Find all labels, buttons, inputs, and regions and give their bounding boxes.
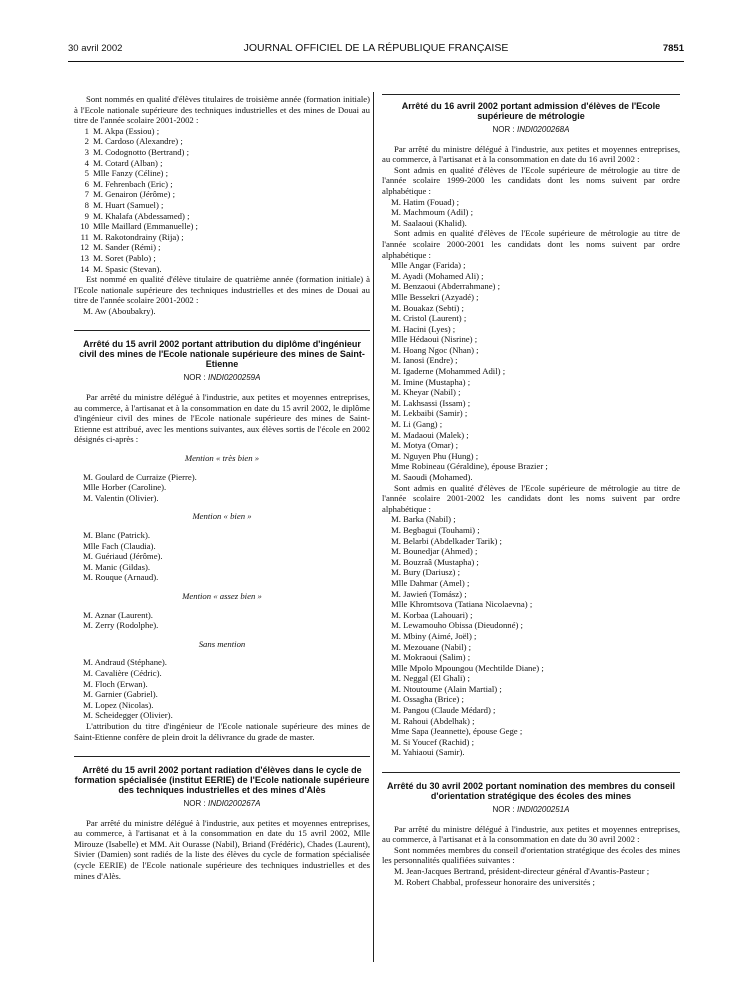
- group-intro: Sont nommées membres du conseil d'orientation stratégique des écoles des mines les personnalités qualifiées suivantes :: [382, 844, 680, 866]
- list-item: [74, 126, 370, 137]
- list-number: 3: [84, 146, 89, 157]
- list-item: [74, 232, 370, 243]
- list-number: 5: [84, 168, 89, 179]
- name-list: [74, 610, 370, 631]
- list-name: M. Codognotto (Bertrand) ;: [93, 146, 190, 157]
- list-item: M. Barka (Nabil) ;: [391, 514, 456, 525]
- list-item: [74, 168, 370, 179]
- list-item: M. Rahoui (Abdelhak) ;: [391, 715, 475, 726]
- list-item: M. Guériaud (Jérôme).: [83, 551, 163, 562]
- list-number: 9: [84, 210, 89, 221]
- column-separator: [373, 92, 374, 962]
- mention-heading: Sans mention: [198, 638, 246, 649]
- list-item: Mme Robineau (Géraldine), épouse Brazier ;: [391, 461, 548, 472]
- member-entry: M. Jean-Jacques Bertrand, président-directeur général d'Avantis-Pasteur ;: [394, 866, 650, 876]
- list-name: M. Akpa (Essiou) ;: [93, 125, 160, 136]
- name-list: [382, 514, 680, 758]
- mention-heading: Mention « très bien »: [184, 453, 260, 464]
- list-item: [74, 221, 370, 232]
- list-item: M. Valentin (Olivier).: [83, 492, 159, 503]
- list-item: M. Pangou (Claude Médard) ;: [391, 705, 496, 716]
- list-item: [74, 179, 370, 190]
- list-item: [74, 189, 370, 200]
- list-item: M. Belarbi (Abdelkader Tarik) ;: [391, 535, 502, 546]
- third-year-intro: Sont nommés en qualité d'élèves titulaires de troisième année (formation initiale) à l'Ecole nationale supérieure des techniques industrielles et des mines de Douai au titre de l'année scolaire 2001-2002 :: [74, 94, 370, 126]
- list-item: M. Bouzraâ (Mustapha) ;: [391, 556, 479, 567]
- list-item: M. Lopez (Nicolas).: [83, 699, 154, 710]
- fourth-year-name: M. Aw (Aboubakry).: [83, 305, 156, 316]
- list-item: M. Yahiaoui (Samir).: [391, 747, 465, 758]
- list-item: M. Bury (Dariusz) ;: [391, 567, 461, 578]
- name-list: [382, 197, 680, 229]
- name-list: [74, 657, 370, 721]
- arrete-body: Par arrêté du ministre délégué à l'industrie, aux petites et moyennes entreprises, au commerce, à l'artisanat et à la consommation en date du 15 avril 2002, Mlle Mirouze (Isabelle) et MM. Ait Ourasse (Nabil), Briand (Frédéric), Chades (Laurent), Sivier (Damien) sont radiés de la liste des élèves du cycle de formation spécialisée (cycle EERIE) de l'Ecole nationale supérieure des techniques industrielles et des mines d'Alès.: [74, 817, 370, 881]
- page-number: 7851: [662, 43, 684, 54]
- list-item: [74, 264, 370, 275]
- list-item: Mlle Fach (Claudia).: [83, 540, 156, 551]
- list-item: M. Lekbaibi (Samir) ;: [391, 408, 468, 419]
- list-item: M. Saoudi (Mohamed).: [391, 472, 473, 482]
- name-list: [382, 260, 680, 482]
- list-item: [74, 158, 370, 169]
- list-item: [74, 200, 370, 211]
- list-name: M. Khalafa (Abdessamed) ;: [93, 210, 190, 221]
- list-item: M. Kheyar (Nabil) ;: [391, 387, 461, 398]
- left-column: [74, 94, 370, 881]
- list-name: Mlle Maillard (Emmanuelle) ;: [93, 221, 198, 232]
- list-item: Mlle Hédaoui (Nisrine) ;: [391, 334, 478, 345]
- list-item: M. Andraud (Stéphane).: [83, 657, 167, 668]
- list-number: 1: [84, 125, 89, 136]
- list-item: M. Imine (Mustapha) ;: [391, 376, 471, 387]
- list-number: 10: [80, 221, 89, 232]
- fourth-year-intro: Est nommé en qualité d'élève titulaire de quatrième année (formation initiale) à l'Ecole nationale supérieure des techniques industrielles et des mines de Douai au titre de l'année scolaire 2001-2002 :: [74, 274, 370, 306]
- name-list: [74, 530, 370, 583]
- arrete-title: Arrêté du 15 avril 2002 portant radiation d'élèves dans le cycle de formation spécialisée (institut EERIE) de l'Ecole nationale supérieure des techniques industrielles et des mines d'Alès: [74, 765, 370, 796]
- list-item: M. Igaderne (Mohammed Adil) ;: [391, 366, 506, 377]
- list-item: M. Benzaoui (Abderrahmane) ;: [391, 281, 501, 292]
- group-intro: Sont admis en qualité d'élèves de l'Ecole supérieure de métrologie au titre de l'année scolaire 2000-2001 les candidats dont les noms suivent par ordre alphabétique :: [382, 228, 680, 260]
- mention-heading: Mention « bien »: [192, 511, 252, 522]
- list-item: M. Machmoum (Adil) ;: [391, 207, 474, 218]
- list-item: M. Rouque (Arnaud).: [83, 572, 159, 583]
- list-name: Mlle Fanzy (Céline) ;: [93, 168, 169, 179]
- list-name: M. Soret (Pablo) ;: [93, 252, 156, 263]
- arrete-body: Par arrêté du ministre délégué à l'industrie, aux petites et moyennes entreprises, au commerce, à l'artisanat et à la consommation en date du 16 avril 2002 :: [382, 143, 680, 165]
- list-name: M. Cotard (Alban) ;: [93, 157, 163, 168]
- list-item: M. Hatim (Fouad) ;: [391, 196, 460, 207]
- list-item: M. Mokraoui (Salim) ;: [391, 652, 471, 663]
- group-intro: Sont admis en qualité d'élèves de l'Ecole supérieure de métrologie au titre de l'année scolaire 2001-2002 les candidats dont les noms suivent par ordre alphabétique :: [382, 482, 680, 514]
- journal-title: JOURNAL OFFICIEL DE LA RÉPUBLIQUE FRANÇAISE: [243, 42, 509, 54]
- list-name: M. Fehrenbach (Eric) ;: [93, 178, 173, 189]
- header-rule: [68, 61, 684, 62]
- third-year-list: [74, 126, 370, 274]
- list-item: [74, 211, 370, 222]
- list-item: [74, 136, 370, 147]
- list-item: M. Li (Gang) ;: [391, 419, 443, 430]
- list-item: M. Zerry (Rodolphe).: [83, 620, 159, 631]
- name-list: [74, 472, 370, 504]
- closing-paragraph: L'attribution du titre d'ingénieur de l'Ecole nationale supérieure des mines de Saint-Etienne confère de plein droit la délivrance du grade de master.: [74, 720, 370, 742]
- list-item: M. Neggal (El Ghali) ;: [391, 673, 470, 684]
- list-item: M. Hoang Ngoc (Nhan) ;: [391, 344, 479, 355]
- list-name: M. Huart (Samuel) ;: [93, 199, 164, 210]
- group-intro: Sont admis en qualité d'élèves de l'Ecole supérieure de métrologie au titre de l'année scolaire 1999-2000 les candidats dont les noms suivent par ordre alphabétique :: [382, 164, 680, 196]
- list-item: M. Madaoui (Malek) ;: [391, 429, 469, 440]
- list-item: Mlle Angar (Farida) ;: [391, 260, 466, 271]
- list-number: 2: [84, 136, 89, 147]
- list-item: M. Hacini (Lyes) ;: [391, 323, 456, 334]
- list-number: 14: [80, 263, 89, 274]
- list-number: 7: [84, 189, 89, 200]
- member-entry: M. Robert Chabbal, professeur honoraire des universités ;: [394, 876, 595, 887]
- list-item: M. Bounedjar (Ahmed) ;: [391, 546, 478, 557]
- list-item: Mlle Horber (Caroline).: [83, 482, 167, 493]
- nor-line: NOR : INDI0200259A: [183, 373, 261, 383]
- nor-line: NOR : INDI0200251A: [492, 805, 570, 815]
- arrete-body: Par arrêté du ministre délégué à l'industrie, aux petites et moyennes entreprises, au commerce, à l'artisanat et à la consommation en date du 30 avril 2002 :: [382, 823, 680, 845]
- list-name: M. Genairon (Jérôme) ;: [93, 189, 176, 200]
- list-item: M. Ossagha (Brice) ;: [391, 694, 464, 705]
- list-item: Mlle Dahmar (Amel) ;: [391, 577, 470, 588]
- list-item: M. Aznar (Laurent).: [83, 609, 153, 620]
- nor-line: NOR : INDI0200267A: [183, 799, 261, 809]
- list-name: M. Spasic (Stevan).: [93, 263, 162, 274]
- list-item: M. Motya (Omar) ;: [391, 440, 459, 451]
- list-item: [74, 147, 370, 158]
- header-date: 30 avril 2002: [68, 43, 123, 54]
- mention-heading: Mention « assez bien »: [182, 590, 262, 601]
- list-item: M. Cavalière (Cédric).: [83, 667, 162, 678]
- list-item: M. Floch (Erwan).: [83, 678, 148, 689]
- right-column: [382, 94, 680, 887]
- arrete-title: Arrêté du 30 avril 2002 portant nomination des membres du conseil d'orientation stratégique des écoles des mines: [386, 781, 676, 802]
- list-item: M. Mezouane (Nabil) ;: [391, 641, 472, 652]
- list-item: Mlle Mpolo Mpoungou (Mechtilde Diane) ;: [391, 662, 544, 673]
- list-item: M. Korbaa (Lahouari) ;: [391, 609, 473, 620]
- list-number: 8: [84, 199, 89, 210]
- list-item: M. Scheidegger (Olivier).: [83, 710, 173, 721]
- list-number: 13: [80, 252, 89, 263]
- list-number: 6: [84, 178, 89, 189]
- list-item: M. Saalaoui (Khalid).: [391, 217, 467, 228]
- page-header: [68, 40, 684, 58]
- arrete-body: Par arrêté du ministre délégué à l'industrie, aux petites et moyennes entreprises, au commerce, à l'artisanat et à la consommation en date du 15 avril 2002, le diplôme d'ingénieur civil des mines de l'Ecole nationale supérieure des mines de Saint-Etienne est attribué, avec les mentions suivantes, aux élèves sortis de l'école en 2002 désignés ci-après :: [74, 392, 370, 445]
- divider: [382, 94, 680, 95]
- list-item: M. Garnier (Gabriel).: [83, 689, 158, 700]
- list-item: M. Blanc (Patrick).: [83, 530, 151, 540]
- list-item: M. Jawień (Tomász) ;: [391, 588, 467, 599]
- list-item: M. Ianosi (Endre) ;: [391, 355, 458, 366]
- list-item: M. Begbagui (Touhami) ;: [391, 524, 480, 535]
- list-item: M. Cristol (Laurent) ;: [391, 313, 467, 324]
- list-item: [74, 253, 370, 264]
- list-item: M. Manic (Gildas).: [83, 561, 151, 572]
- list-item: Mme Sapa (Jeannette), épouse Gege ;: [391, 726, 523, 737]
- list-item: M. Ntoutoume (Alain Martial) ;: [391, 683, 502, 694]
- list-item: M. Nguyen Phu (Hung) ;: [391, 450, 479, 461]
- list-item: M. Lakhsassi (Issam) ;: [391, 397, 471, 408]
- list-number: 12: [80, 242, 89, 253]
- list-number: 11: [80, 231, 89, 242]
- nor-line: NOR : INDI0200268A: [492, 125, 570, 134]
- list-item: M. Goulard de Curraize (Pierre).: [83, 471, 197, 482]
- list-item: M. Lewamouho Obissa (Dieudonné) ;: [391, 620, 523, 631]
- arrete-title: Arrêté du 15 avril 2002 portant attribution du diplôme d'ingénieur civil des mines de l'Ecole nationale supérieure des mines de Saint-Etienne: [79, 339, 365, 370]
- list-item: M. Ayadi (Mohamed Ali) ;: [391, 270, 484, 281]
- list-item: [74, 242, 370, 253]
- list-name: M. Cardoso (Alexandre) ;: [93, 136, 183, 147]
- list-name: M. Sander (Rémi) ;: [93, 242, 161, 253]
- list-name: M. Rakotondrainy (Rija) ;: [93, 231, 184, 242]
- list-item: Mlle Bessekri (Azyadé) ;: [391, 291, 479, 302]
- list-number: 4: [84, 157, 89, 168]
- arrete-title: Arrêté du 16 avril 2002 portant admission d'élèves de l'Ecole supérieure de métrologie: [401, 101, 661, 121]
- list-item: M. Mbiny (Aimé, Joël) ;: [391, 630, 477, 641]
- list-item: M. Si Youcef (Rachid) ;: [391, 736, 475, 747]
- list-item: M. Bouakaz (Sebti) ;: [391, 302, 464, 313]
- list-item: Mlle Khromtsova (Tatiana Nicolaevna) ;: [391, 599, 533, 610]
